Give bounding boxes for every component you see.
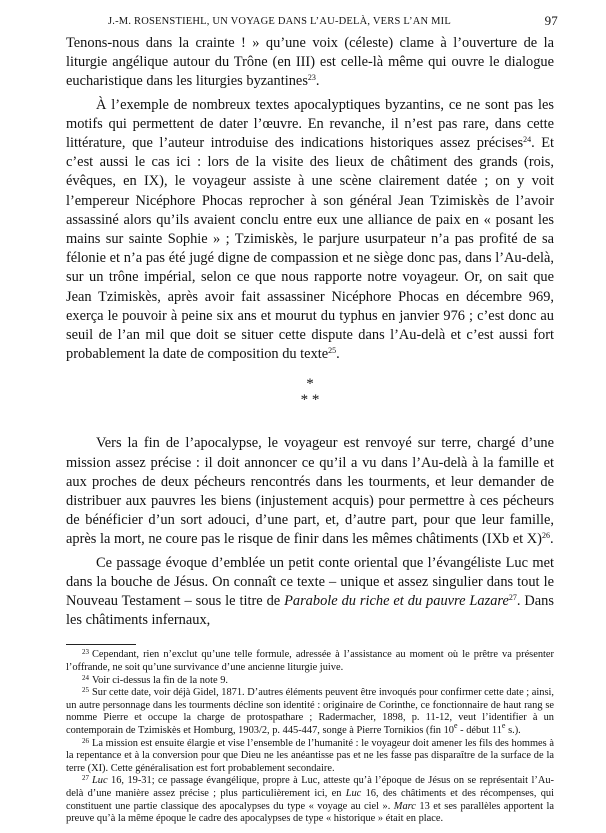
text-run: . [336, 346, 340, 363]
text-run: . [315, 73, 320, 90]
running-header [66, 12, 558, 34]
footnote [66, 675, 554, 688]
text-run: La mission est ensuite élargie et vise l’ensemble de l’humanité : le voyageur doit amener les fils des hommes à la repentance et à la conversion pour que Dieu ne les anéantisse pas et ne les fasse pas disparaître de la surface de la terre (XI). Cette généralisation est fort probablement secondaire. [66, 737, 554, 774]
note-reference: 27 [508, 593, 517, 603]
note-reference: e [454, 721, 458, 731]
italic-text: Parabole du riche et du pauvre Lazare [284, 593, 509, 610]
running-title: J.-M. ROSENSTIEHL, UN VOYAGE DANS L’AU-DELÀ, VERS L’AN MIL [108, 16, 451, 27]
book-page [66, 12, 558, 826]
note-reference: 24 [523, 135, 532, 145]
footnote [66, 775, 554, 825]
text-run: . [549, 531, 554, 548]
note-reference: 23 [307, 73, 316, 83]
text-run: 16, 19-31; ce passage évangélique, propre à Luc, atteste qu’à l’époque de Jésus on se représentait l’Au-delà d’une manière assez précise ; plus particulièrement ici, en [66, 775, 554, 800]
paragraph [66, 434, 554, 549]
text-run: Voir ci-dessus la fin de la note 9. [92, 674, 229, 686]
paragraph [66, 96, 554, 365]
text-run: Vers la fin de l’apocalypse, le voyageur est renvoyé sur terre, chargé d’une mission assez précise : il doit annoncer ce qu’il a vu dans l’Au-delà à la famille et aux proches de deux pécheurs rencontrés dans les tourments, et leur demander de distribuer aux pauvres les biens (injustement acquis) pour permettre à ces pécheurs de bénéficier d’un sort adouci, d’une part, et, d’autre part, pour que leur famille, après la mort, ne coure pas le risque de finir dans les mêmes châtiments (IXb et X) [66, 435, 554, 548]
text-run: 16, des châtiments et des récompenses, qui constituent une partie classique des apocalypses du type « voyage au ciel ». [66, 788, 554, 812]
asterisk-line-1: * [306, 376, 314, 393]
note-reference: e [501, 721, 506, 731]
text-run: s.). [505, 725, 521, 737]
footnote [66, 738, 554, 776]
footnote [66, 687, 554, 737]
paragraph [66, 34, 554, 92]
text-run: - début 11 [457, 725, 502, 737]
asterisk-line-2: * * [300, 392, 320, 409]
footnote-number: 27 [82, 774, 89, 783]
footnote-number: 25 [82, 686, 89, 695]
italic-text: Luc [92, 775, 108, 787]
text-run: 13 et ses parallèles apportent la preuve qu’à la même époque le cadre des apocalypses de type « historique » était en place. [66, 800, 554, 825]
text-run: . Dans les châtiments infernaux, [66, 593, 554, 629]
footnote [66, 649, 554, 674]
text-run: Cependant, rien n’exclut qu’une telle formule, adressée à l’assistance au moment où le prêtre va présenter l’offrande, ne soit qu’une survivance d’une ancienne liturgie juive. [66, 649, 554, 674]
italic-text: Marc [393, 800, 416, 812]
text-run: Tenons-nous dans la crainte ! » qu’une voix (céleste) clame à l’ouverture de la liturgie angélique autour du Trône (en III) est celle-là même qui ouvre le dialogue eucharistique dans les liturgies byzantines [66, 35, 554, 90]
note-reference: 25 [328, 346, 337, 356]
footnote-number: 23 [82, 648, 89, 657]
paragraph [66, 554, 554, 631]
text-run: À l’exemple de nombreux textes apocalyptiques byzantins, ce ne sont pas les motifs qui permettent de dater l’œuvre. En revanche, il n’est pas rare, dans cette littérature, que l’auteur introduise des indications historiques assez précises [66, 96, 554, 152]
footnote-rule [66, 644, 136, 645]
section-separator [66, 376, 554, 408]
main-text [66, 34, 554, 630]
footnote-number: 24 [82, 673, 89, 682]
footnote-number: 26 [82, 736, 89, 745]
footnotes [66, 649, 554, 825]
note-reference: 26 [541, 531, 550, 541]
text-run: Ce passage évoque d’emblée un petit conte oriental que l’évangéliste Luc met dans la bouche de Jésus. On connaît ce texte – unique et assez singulier dans tout le Nouveau Testament – sous le titre de [66, 554, 554, 610]
text-run: . Et c’est aussi le cas ici : lors de la visite des lieux de châtiment des grands (rois, évêques, en IX), le voyageur assiste à une scène clairement datée ; on y voit l’empereur Nicéphore Phocas reprocher à son général Jean Tzimiskès de l’avoir assassiné alors qu’ils avaient conclu entre eux une alliance de paix en « posant les mains sur sainte Sophie » ; Tzimiskès, le parjure usurpateur n’a pas profité de sa félonie et n’a pas été jugé digne de compassion et ne siège donc pas, dans l’Au-delà, sur un trône impérial, selon ce que nous rapporte notre voyageur. Or, on sait que Jean Tzimiskès, après avoir fait assassiner Nicéphore Phocas en décembre 969, exerça le pouvoir à peine six ans et mourut du typhus en janvier 976 ; c’est donc au seuil de l’an mil que doit se situer cette dispute dans l’Au-delà et c’est aussi fort probablement la date de composition du texte [66, 135, 554, 363]
italic-text: Luc [345, 788, 362, 800]
page-number: 97 [544, 13, 558, 28]
text-run: Sur cette date, voir déjà Gidel, 1871. D’autres éléments peuvent être invoqués pour confirmer cette date ; ainsi, un autre personnage dans les tourments décline son identité : originaire de Corinthe, ce fonctionnaire de haut rang se nomme Pierre et occupe la charge de protospathare ; Radermacher, 1898, p. 11-12, veut l’identifier à un contemporain de Tzimiskès et Homburg, 1903/2, p. 445-447, songe à Pierre Tornikios (fin 10 [66, 687, 554, 737]
